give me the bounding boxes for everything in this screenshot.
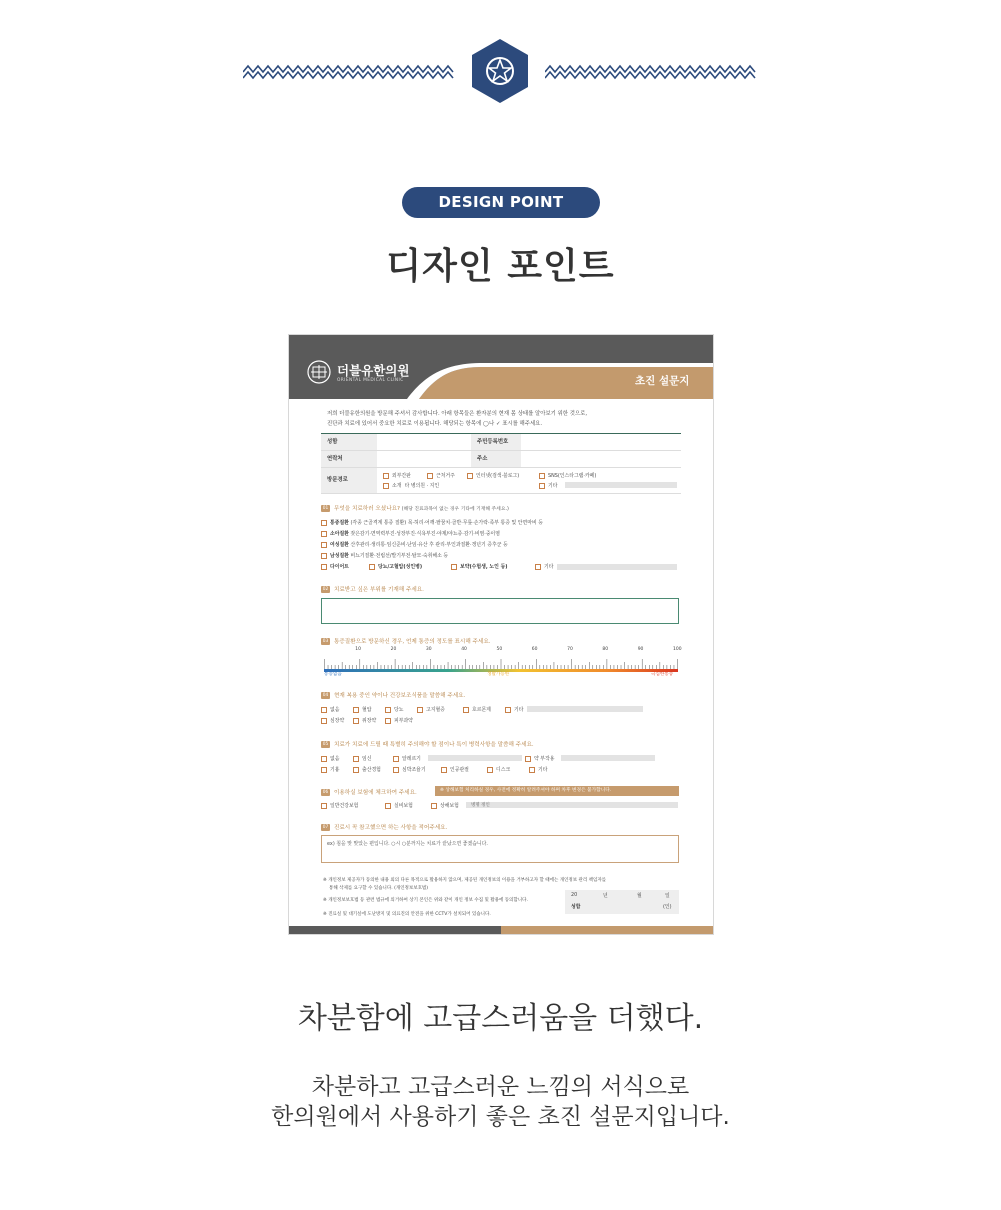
- caption-main: 차분함에 고급스러움을 더했다.: [297, 1001, 704, 1036]
- name-label: 성함: [321, 434, 377, 450]
- cctv-note: ※ 진료실 및 대기실에 도난방지 및 의료진의 안전을 위한 CCTV가 설치되어 있습니다.: [323, 912, 491, 917]
- question-2-heading: 02 치료받고 싶은 부위를 기재해 주세요.: [322, 587, 424, 593]
- sign-day: 일: [665, 893, 670, 899]
- checkbox-option[interactable]: 알레르기: [393, 755, 421, 762]
- q6-insurance-notice: ※ 상해보험 처리하실 경우, 사전에 정확히 알려주셔야 하며 차후 변경은 불가합니다.: [435, 786, 679, 796]
- sign-name-label: 성함: [571, 904, 581, 910]
- star-hexagon-icon: [471, 38, 529, 104]
- checkbox-icon: [529, 767, 535, 773]
- checkbox-option[interactable]: 없음: [321, 706, 339, 713]
- q1-option-diabetes[interactable]: 당뇨/고혈압(성인병): [369, 563, 422, 570]
- q1-option-women[interactable]: 여성질환 산후관리·생리통·임신준비·난임·유산 후 관리·부인과질환·갱년기 증후군 등: [321, 541, 508, 548]
- pain-scale-tick-label: 40: [461, 647, 467, 652]
- checkbox-option[interactable]: 없음: [321, 755, 339, 762]
- page-heading: 디자인 포인트: [386, 246, 615, 287]
- question-4-heading: 04 현재 복용 중인 약이나 건강보조식품을 말씀해 주세요.: [322, 693, 466, 699]
- route-option[interactable]: 인터넷(검색·블로그): [467, 472, 519, 479]
- pain-scale-tick-label: 20: [390, 647, 397, 652]
- checkbox-icon: [321, 756, 327, 762]
- checkbox-icon: [525, 756, 531, 762]
- questionnaire-preview: [288, 334, 714, 935]
- address-label: 주소: [471, 451, 521, 467]
- checkbox-icon: [321, 767, 327, 773]
- checkbox-icon: [353, 756, 359, 762]
- q1-option-tonic[interactable]: 보약(수험생, 노인 등): [451, 563, 508, 570]
- caption-sub-line2: 한의원에서 사용하기 좋은 초진 설문지입니다.: [271, 1104, 730, 1130]
- signature-box[interactable]: [565, 890, 679, 914]
- checkbox-option[interactable]: 심박조율기: [393, 766, 426, 773]
- checkbox-icon: [321, 707, 327, 713]
- checkbox-icon: [385, 718, 391, 724]
- form-title: 초진 설문지: [635, 375, 690, 387]
- checkbox-option[interactable]: 피부과약: [385, 717, 413, 724]
- checkbox-icon: [321, 718, 327, 724]
- pain-scale-high-label: 극심한통증: [651, 672, 674, 677]
- q4-other-field[interactable]: [527, 706, 643, 712]
- checkbox-option[interactable]: 호르몬제: [463, 706, 491, 713]
- pain-scale-tick-label: 30: [425, 647, 432, 652]
- zigzag-divider-left: [243, 62, 457, 82]
- intro-line-2: 진단과 치료에 있어서 중요한 치료로 이용됩니다. 해당되는 항목에 ◯나 ✓ 표시를 해주세요.: [327, 421, 543, 427]
- question-3-heading: 03 통증질환으로 방문하신 경우, 언제 통증의 정도를 표시해 주세요.: [322, 639, 491, 645]
- checkbox-icon: [353, 718, 359, 724]
- pain-scale-tick-label: 80: [602, 647, 609, 652]
- q2-answer-box[interactable]: [321, 598, 679, 624]
- route-option[interactable]: SNS(인스타그램·카페): [539, 472, 596, 479]
- question-1-heading: 01 무엇을 치료하러 오셨나요? (해당 진료과목이 없는 경우 기타에 기재해 주세요.): [322, 506, 509, 512]
- checkbox-option[interactable]: 당뇨: [385, 706, 403, 713]
- checkbox-option[interactable]: 심장약: [321, 717, 344, 724]
- form-footer-bar-right: [501, 926, 713, 934]
- checkbox-option[interactable]: 실비보험: [385, 802, 413, 809]
- route-option[interactable]: 기타: [539, 482, 557, 489]
- checkbox-option[interactable]: 일반건강보험: [321, 802, 358, 809]
- checkbox-icon: [353, 707, 359, 713]
- caption-sub-line1: 차분하고 고급스러운 느낌의 서식으로: [311, 1074, 690, 1100]
- pain-scale-mid-label: 생활가능한: [487, 672, 510, 677]
- route-other-field[interactable]: [565, 482, 677, 488]
- checkbox-icon: [353, 767, 359, 773]
- hanok-mark-icon: [307, 360, 331, 384]
- route-option[interactable]: 외부간판: [383, 472, 411, 479]
- q1-option-other[interactable]: 기타: [535, 563, 553, 570]
- checkbox-icon: [385, 707, 391, 713]
- checkbox-option[interactable]: 혈압: [353, 706, 371, 713]
- zigzag-divider-right: [545, 62, 759, 82]
- question-5-heading: 05 치료가 치료에 드릴 때 특별히 주의해야 할 점이나 특이 병력사항을 말씀해 주세요.: [322, 742, 534, 748]
- q1-option-men[interactable]: 남성질환 비뇨기질환·전립선/발기부전·탈모·숙취해소 등: [321, 552, 448, 559]
- pain-scale-tick-label: 10: [355, 647, 362, 652]
- pain-scale-tick-label: 50: [496, 647, 503, 652]
- checkbox-icon: [393, 756, 399, 762]
- checkbox-option[interactable]: 인공관절: [441, 766, 469, 773]
- checkbox-icon: [385, 803, 391, 809]
- form-footer-bar-left: [289, 926, 501, 934]
- pain-scale-tick-label: 60: [531, 647, 538, 652]
- checkbox-icon: [431, 803, 437, 809]
- checkbox-icon: [463, 707, 469, 713]
- q6-detail-field[interactable]: [466, 802, 678, 808]
- sign-seal: (인): [663, 904, 672, 910]
- patient-info-table: [321, 433, 681, 494]
- q5-side-effect-field[interactable]: [561, 755, 655, 761]
- checkbox-icon: [417, 707, 423, 713]
- checkbox-icon: [321, 803, 327, 809]
- q5-allergy-field[interactable]: [428, 755, 522, 761]
- phone-label: 연락처: [321, 451, 377, 467]
- sign-year: 년: [603, 893, 608, 899]
- checkbox-icon: [441, 767, 447, 773]
- pain-scale-tick-label: 70: [567, 647, 573, 652]
- checkbox-icon: [393, 767, 399, 773]
- design-point-badge: DESIGN POINT: [402, 187, 600, 218]
- privacy-note-2: ※ 개인정보보호법 등 관련 법규에 의거하여 상기 본인은 위와 같이 개인 정보 수집 및 활용에 동의합니다.: [323, 898, 528, 903]
- checkbox-icon: [487, 767, 493, 773]
- checkbox-option[interactable]: 기타: [505, 706, 523, 713]
- pain-scale-low-label: 통증없음: [324, 672, 342, 677]
- question-6-heading: 06 이용하실 보험에 체크하여 주세요.: [322, 790, 417, 796]
- q6-detail-text: 병명 정인: [471, 803, 490, 808]
- checkbox-option[interactable]: 고지혈증: [417, 706, 445, 713]
- pain-scale-tick-label: 90: [637, 647, 644, 652]
- checkbox-option[interactable]: 위장약: [353, 717, 376, 724]
- clinic-logo-subtext: ORIENTAL MEDICAL CLINIC: [337, 378, 404, 383]
- checkbox-option[interactable]: 임신: [353, 755, 371, 762]
- privacy-note-1: ※ 개인정보 제공자가 동의한 내용 외의 다른 목적으로 활용하지 않으며, 제공된 개인정보의 이용을 거부하고자 할 때에는 개인정보 관리 책임자를: [323, 878, 607, 883]
- sign-month: 월: [637, 893, 642, 899]
- checkbox-option[interactable]: 출산경험: [353, 766, 381, 773]
- checkbox-option[interactable]: 디스크: [487, 766, 510, 773]
- q1-option-pain[interactable]: 통증질환 (각종 근골격계 통증 질환) 목·허리·어깨·팔꿈치·골반·무릎·손가락·족부 통증 및 안면마비 등: [321, 519, 543, 526]
- q7-example-text: ex) 침을 맞 맞았는 편입니다. ○시 ○분까지는 치료가 끝났으면 좋겠습니다.: [327, 841, 488, 847]
- checkbox-option[interactable]: 기타: [529, 766, 547, 773]
- rrn-label: 주민등록번호: [471, 434, 521, 450]
- question-7-heading: 07 진료시 꼭 참고했으면 하는 사항을 적어주세요.: [322, 825, 448, 831]
- intro-line-1: 저희 더블유한의원을 방문해 주셔서 감사합니다. 아래 항목들은 환자분의 현재 몸 상태를 알아보기 위한 것으로,: [327, 411, 588, 417]
- privacy-note-1b: 통해 삭제를 요구할 수 있습니다. (개인정보보호법): [329, 886, 429, 891]
- q1-other-field[interactable]: [557, 564, 677, 570]
- pain-scale-tick-label: 100: [673, 647, 682, 652]
- clinic-logo-text: 더블유한의원: [337, 363, 410, 378]
- checkbox-icon: [505, 707, 511, 713]
- checkbox-option[interactable]: 기흉: [321, 766, 339, 773]
- sign-year-prefix: 20: [571, 892, 578, 898]
- q1-option-child[interactable]: 소아질환 잦은감기·면역력부진·성장부진·식욕부진·야제/야뇨증·감기·비염·중이염: [321, 530, 500, 537]
- checkbox-option[interactable]: 약 부작용: [525, 755, 554, 762]
- q1-option-diet[interactable]: 다이어트: [321, 563, 349, 570]
- route-option[interactable]: 소개 타 병의원 · 지인: [383, 482, 439, 489]
- route-label: 방문경로: [321, 468, 377, 493]
- checkbox-option[interactable]: 상해보험: [431, 802, 459, 809]
- route-option[interactable]: 근처거주: [427, 472, 455, 479]
